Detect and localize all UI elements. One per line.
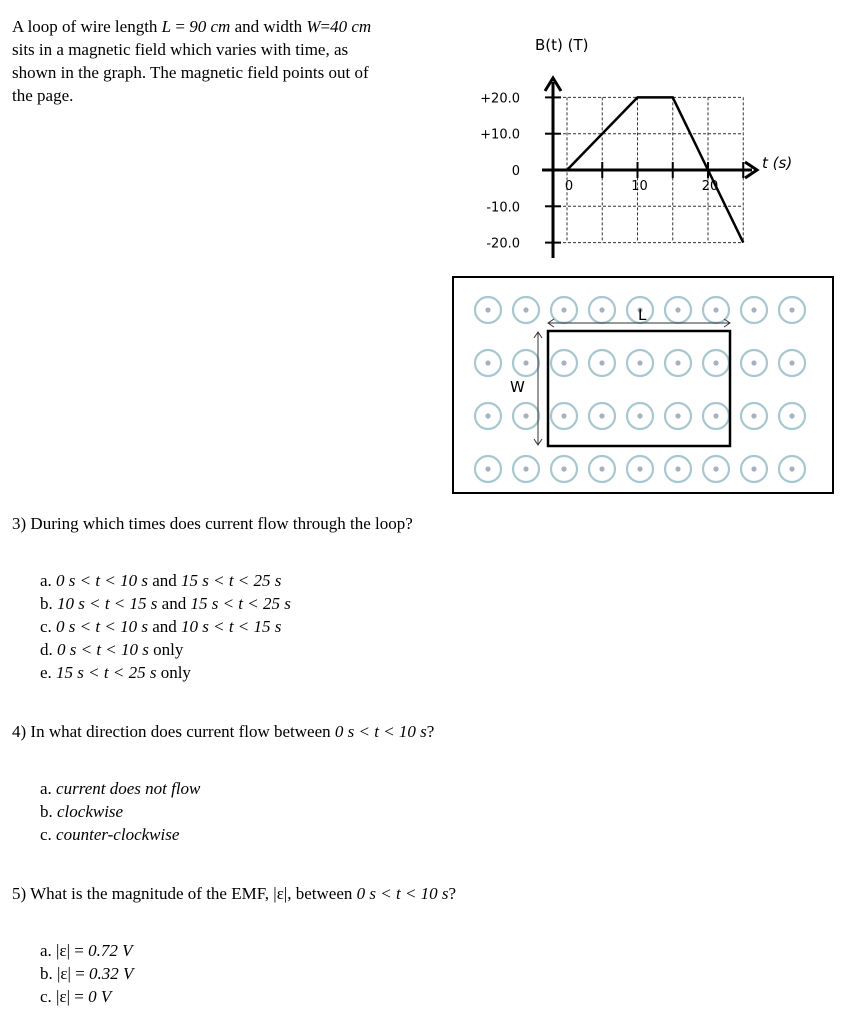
- option-text: only: [156, 663, 191, 682]
- y-tick-label: +10.0: [480, 127, 520, 143]
- label-L: L: [638, 306, 647, 324]
- field-dot: [523, 360, 528, 365]
- option-text: b.: [40, 594, 57, 613]
- text: =: [171, 17, 190, 36]
- option-text: e.: [40, 663, 57, 682]
- q5-option-c[interactable]: [40, 987, 111, 1007]
- field-dot: [561, 307, 566, 312]
- time-range: 10 s < t < 15 s: [181, 617, 282, 636]
- time-range: 0 s < t < 10 s: [56, 617, 148, 636]
- field-dot: [637, 466, 642, 471]
- text: ?: [426, 722, 435, 741]
- field-dot: [485, 413, 490, 418]
- field-dot: [751, 307, 756, 312]
- option-text: and: [147, 617, 181, 636]
- field-dot: [789, 307, 794, 312]
- q3-option-b[interactable]: [40, 594, 291, 614]
- q4-option-a[interactable]: [40, 779, 200, 799]
- q4-option-b[interactable]: [40, 802, 123, 822]
- width-value: 40 cm: [330, 17, 372, 36]
- option-letter: c.: [40, 825, 57, 844]
- field-dot: [675, 307, 680, 312]
- field-dot: [789, 466, 794, 471]
- field-dot: [523, 307, 528, 312]
- question-3: 3) During which times does current flow through the loop?: [12, 514, 413, 533]
- field-dot: [561, 360, 566, 365]
- x-tick-label: 20: [701, 179, 719, 194]
- option-letter: a. |ε| =: [40, 941, 89, 960]
- option-text: clockwise: [57, 802, 124, 821]
- y-tick-label: -10.0: [486, 200, 520, 216]
- var-W: W: [306, 17, 321, 36]
- length-value: 90 cm: [189, 17, 231, 36]
- field-dot: [713, 413, 718, 418]
- field-dot: [713, 466, 718, 471]
- field-dot: [561, 466, 566, 471]
- option-letter: c. |ε| =: [40, 987, 89, 1006]
- option-text: only: [148, 640, 184, 659]
- field-dot: [789, 360, 794, 365]
- time-range: 15 s < t < 25 s: [181, 571, 282, 590]
- field-dot: [675, 466, 680, 471]
- option-text: and: [147, 571, 181, 590]
- q3-option-d[interactable]: [40, 640, 183, 660]
- option-text: a.: [40, 571, 57, 590]
- field-dot: [485, 307, 490, 312]
- time-range: 15 s < t < 25 s: [190, 594, 291, 613]
- var-L: L: [161, 17, 172, 36]
- field-dot: [751, 466, 756, 471]
- label-W: W: [510, 378, 525, 396]
- field-dot: [789, 413, 794, 418]
- field-dot: [599, 413, 604, 418]
- option-text: and: [157, 594, 191, 613]
- y-tick-label: 0: [511, 164, 520, 179]
- option-text: 0 V: [88, 987, 112, 1006]
- field-dot: [751, 360, 756, 365]
- problem-intro-line-4: the page.: [12, 86, 74, 105]
- field-dot: [751, 413, 756, 418]
- time-range: 0 s < t < 10 s: [334, 722, 427, 741]
- field-dot: [599, 307, 604, 312]
- y-axis-label: B(t) (T): [535, 36, 589, 54]
- field-dot: [637, 413, 642, 418]
- option-text: counter-clockwise: [56, 825, 180, 844]
- option-text: d.: [40, 640, 57, 659]
- time-range: 0 s < t < 10 s: [356, 884, 449, 903]
- option-letter: a.: [40, 779, 57, 798]
- field-dot: [599, 360, 604, 365]
- text: =: [320, 17, 331, 36]
- time-range: 0 s < t < 10 s: [57, 640, 149, 659]
- question-4: [12, 722, 434, 742]
- y-tick-label: +20.0: [480, 91, 520, 107]
- q3-option-e[interactable]: [40, 663, 191, 683]
- q5-option-a[interactable]: [40, 941, 132, 961]
- field-dot: [523, 413, 528, 418]
- field-dot: [485, 360, 490, 365]
- problem-intro-line-3: shown in the graph. The magnetic field points out of: [12, 63, 369, 82]
- option-letter: b.: [40, 802, 57, 821]
- text: ?: [448, 884, 457, 903]
- q3-option-a[interactable]: [40, 571, 281, 591]
- field-dot: [713, 307, 718, 312]
- time-range: 0 s < t < 10 s: [56, 571, 148, 590]
- q5-option-b[interactable]: [40, 964, 133, 984]
- y-tick-label: -20.0: [486, 236, 520, 252]
- question-5: [12, 884, 456, 904]
- x-tick-label: 0: [564, 179, 574, 194]
- field-dot: [523, 466, 528, 471]
- field-dot: [485, 466, 490, 471]
- time-range: 15 s < t < 25 s: [56, 663, 157, 682]
- field-dot: [637, 360, 642, 365]
- option-letter: b. |ε| =: [40, 964, 90, 983]
- field-dot: [713, 360, 718, 365]
- field-dot: [675, 360, 680, 365]
- field-dot: [599, 466, 604, 471]
- text: and width: [230, 17, 307, 36]
- time-range: 10 s < t < 15 s: [57, 594, 158, 613]
- text: 5) What is the magnitude of the EMF, |ε|, between: [12, 884, 357, 903]
- option-text: 0.72 V: [88, 941, 133, 960]
- field-diagram: [453, 277, 833, 493]
- q3-option-c[interactable]: [40, 617, 281, 637]
- field-dot: [561, 413, 566, 418]
- option-text: c.: [40, 617, 57, 636]
- q4-option-c[interactable]: [40, 825, 179, 845]
- field-dot: [675, 413, 680, 418]
- x-tick-label: 10: [631, 179, 648, 194]
- text: 4) In what direction does current flow between: [12, 722, 335, 741]
- option-text: current does not flow: [56, 779, 201, 798]
- problem-intro-line-2: sits in a magnetic field which varies with time, as: [12, 40, 349, 59]
- b-field-chart: [480, 36, 792, 258]
- option-text: 0.32 V: [89, 964, 134, 983]
- x-axis-label: t (s): [762, 154, 793, 172]
- text: A loop of wire length: [12, 17, 162, 36]
